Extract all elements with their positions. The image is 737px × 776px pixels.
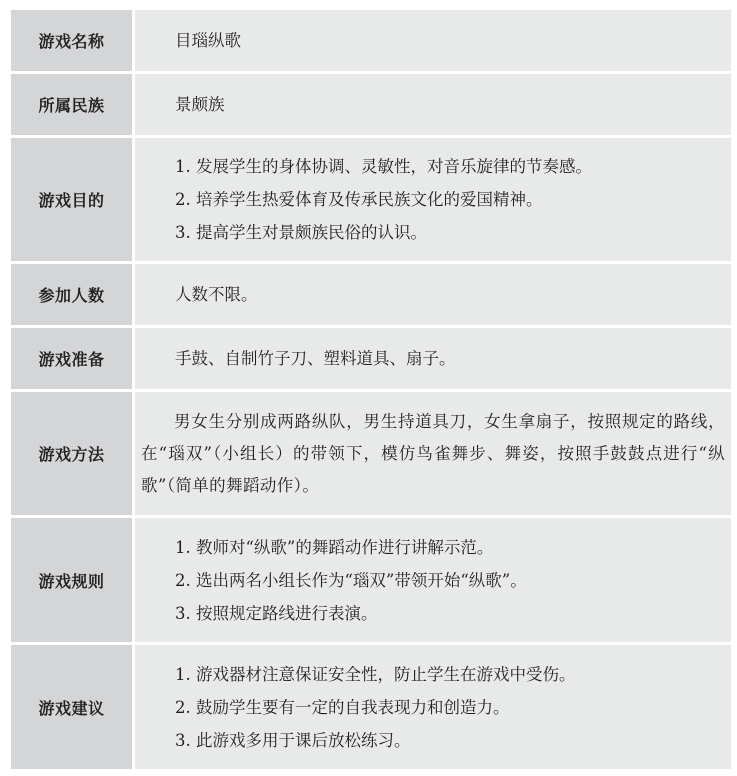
row-label: 游戏建议 [11,645,135,769]
row-label: 游戏规则 [11,518,135,642]
row-label: 游戏方法 [11,392,135,515]
row-game-preparation [11,328,731,392]
content-line: 目瑙纵歌 [175,31,241,50]
row-content [135,74,731,135]
row-label: 游戏目的 [11,138,135,261]
row-game-name [11,10,731,74]
content-line: 2. 鼓励学生要有一定的自我表现力和创造力。 [175,697,510,717]
content-line: 景颇族 [175,95,225,114]
row-game-method [11,392,731,518]
row-participants [11,264,731,328]
row-label: 参加人数 [11,264,135,325]
row-content [135,645,731,769]
content-line: 1. 教师对“纵歌”的舞蹈动作进行讲解示范。 [175,537,494,557]
row-label: 游戏准备 [11,328,135,389]
row-game-purpose [11,138,731,264]
content-line: 2. 选出两名小组长作为“瑙双”带领开始“纵歌”。 [175,570,527,590]
game-info-table [11,10,731,769]
row-content [135,328,731,389]
content-line: 3. 此游戏多用于课后放松练习。 [175,730,411,750]
row-content [135,392,731,515]
row-content [135,264,731,325]
content-line: 3. 按照规定路线进行表演。 [175,603,378,623]
content-line: 2. 培养学生热爱体育及传承民族文化的爱国精神。 [175,190,543,209]
row-content [135,10,731,71]
row-ethnic-group [11,74,731,138]
row-game-rules [11,518,731,645]
row-label: 游戏名称 [11,10,135,71]
content-line: 1. 发展学生的身体协调、灵敏性，对音乐旋律的节奏感。 [175,157,592,176]
row-label: 所属民族 [11,74,135,135]
content-line: 手鼓、自制竹子刀、塑料道具、扇子。 [175,349,456,368]
row-content [135,518,731,642]
row-content [135,138,731,261]
content-line: 3. 提高学生对景颇族民俗的认识。 [175,223,427,242]
row-game-suggestions [11,645,731,769]
content-line: 1. 游戏器材注意保证安全性，防止学生在游戏中受伤。 [175,664,576,684]
content-line: 人数不限。 [175,285,258,304]
content-paragraph: 男女生分别成两路纵队，男生持道具刀，女生拿扇子，按照规定的路线，在“瑙双”（小组长）的带领下，模仿鸟雀舞步、舞姿，按照手鼓鼓点进行“纵歌”（简单的舞蹈动作）。 [141,411,725,495]
